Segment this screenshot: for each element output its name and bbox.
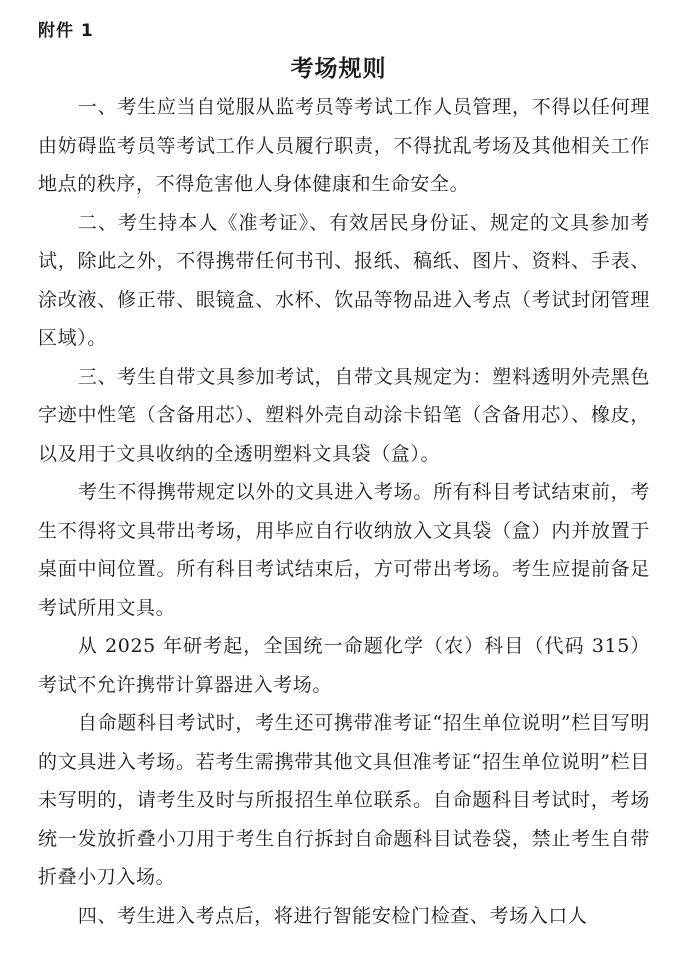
paragraph-calculator-rule: 从 2025 年研考起，全国统一命题化学（农）科目（代码 315）考试不允许携带计算器进入考场。 — [38, 635, 650, 696]
paragraph-rule-1: 一、考生应当自觉服从监考员等考试工作人员管理，不得以任何理由妨碍监考员等考试工作人员履行职责，不得扰乱考场及其他相关工作地点的秩序，不得危害他人身体健康和生命安全。 — [38, 96, 650, 195]
paragraph-stationery-restrictions: 考生不得携带规定以外的文具进入考场。所有科目考试结束前，考生不得将文具带出考场，用毕应自行收纳放入文具袋（盒）内并放置于桌面中间位置。所有科目考试结束后，方可带出考场。考生应提前备足考试所用文具。 — [38, 481, 650, 619]
paragraph-self-set-exam: 自命题科目考试时，考生还可携带准考证“招生单位说明”栏目写明的文具进入考场。若考生需携带其他文具但准考证“招生单位说明”栏目未写明的，请考生及时与所报招生单位联系。自命题科目考试时，考场统一发放折叠小刀用于考生自行拆封自命题科目试卷袋，禁止考生自带折叠小刀入场。 — [38, 712, 650, 888]
document-title: 考场规则 — [290, 56, 387, 82]
paragraph-rule-3: 三、考生自带文具参加考试，自带文具规定为：塑料透明外壳黑色字迹中性笔（含备用芯）、塑料外壳自动涂卡铅笔（含备用芯）、橡皮，以及用于文具收纳的全透明塑料文具袋（盒）。 — [38, 365, 650, 465]
paragraph-rule-2: 二、考生持本人《准考证》、有效居民身份证、规定的文具参加考试，除此之外，不得携带任何书刊、报纸、稿纸、图片、资料、手表、涂改液、修正带、眼镜盒、水杯、饮品等物品进入考点（考试封闭管理区域）。 — [38, 211, 650, 349]
paragraph-rule-4: 四、考生进入考点后，将进行智能安检门检查、考场入口人 — [77, 904, 588, 927]
document-body — [38, 88, 650, 935]
attachment-label: 附件 1 — [38, 21, 94, 41]
